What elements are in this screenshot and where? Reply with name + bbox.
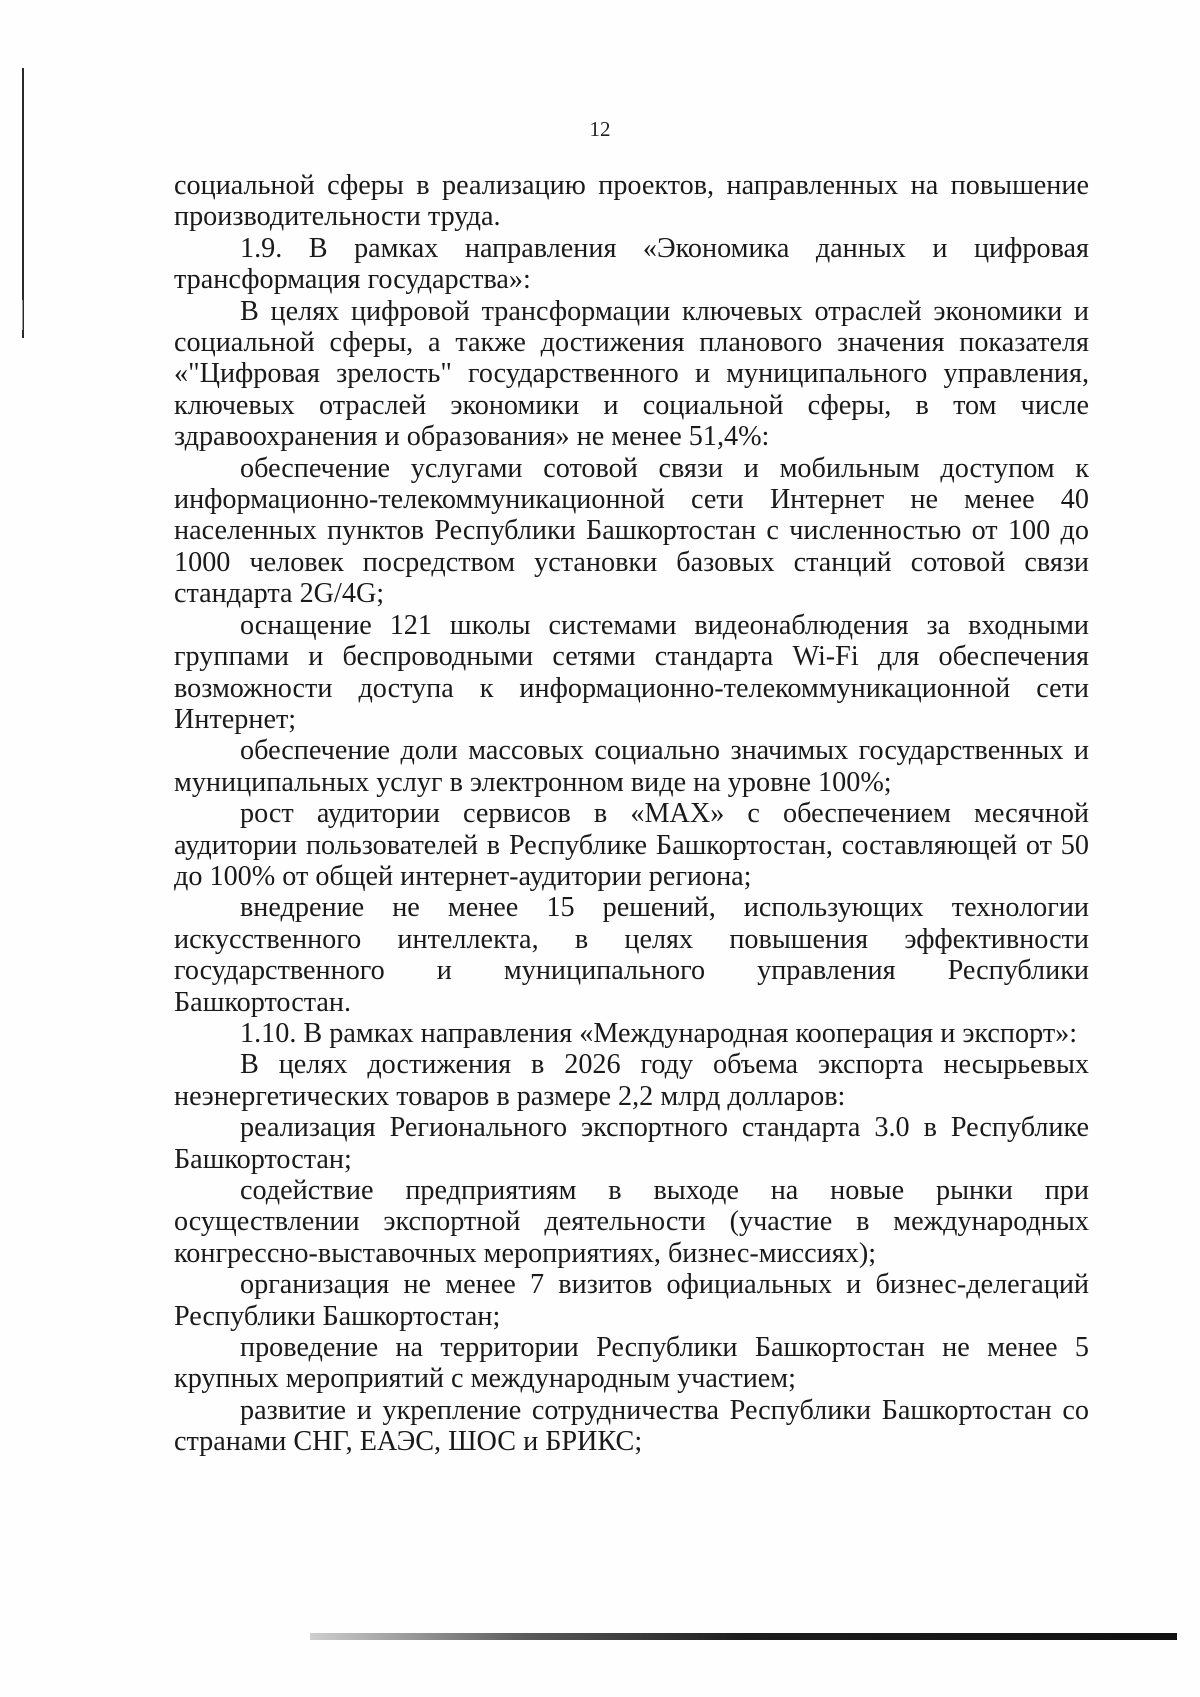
list-item-max-audience: рост аудитории сервисов в «MAX» с обеспечением месячной аудитории пользователей в Республике Башкортостан, составляющей от 50 до 100% от общей интернет-аудитории региона; [174,798,1089,892]
document-body [174,170,1089,1458]
list-item-export-standard: реализация Регионального экспортного стандарта 3.0 в Республике Башкортостан; [174,1112,1089,1175]
scan-edge-mark [22,300,23,330]
scan-edge-line [22,68,24,338]
list-item-schools: оснащение 121 школы системами видеонаблюдения за входными группами и беспроводными сетями стандарта Wi-Fi для обеспечения возможности доступа к информационно-телекоммуникационной сети Интернет; [174,609,1089,735]
list-item-ai-solutions: внедрение не менее 15 решений, использующих технологии искусственного интеллекта, в целях повышения эффективности государственного и муниципального управления Республики Башкортостан. [174,892,1089,1018]
list-item-e-services: обеспечение доли массовых социально значимых государственных и муниципальных услуг в электронном виде на уровне 100%; [174,735,1089,798]
paragraph-export-goal: В целях достижения в 2026 году объема экспорта несырьевых неэнергетических товаров в размере 2,2 млрд долларов: [174,1049,1089,1112]
scan-bottom-bar [310,1633,1177,1640]
list-item-delegations: организация не менее 7 визитов официальных и бизнес-делегаций Республики Башкортостан; [174,1269,1089,1332]
section-heading-1-10: 1.10. В рамках направления «Международная кооперация и экспорт»: [240,1017,1078,1049]
list-item-cellular: обеспечение услугами сотовой связи и мобильным доступом к информационно-телекоммуникационной сети Интернет не менее 40 населенных пунктов Республики Башкортостан с численностью от 100 до 1000 человек посредством установки базовых станций сотовой связи стандарта 2G/4G; [174,452,1089,610]
paragraph-continuation: социальной сферы в реализацию проектов, направленных на повышение производительности труда. [174,170,1089,233]
list-item-events: проведение на территории Республики Башкортостан не менее 5 крупных мероприятий с международным участием; [174,1332,1089,1395]
page-number: 12 [589,117,611,141]
paragraph-digital-goal: В целях цифровой трансформации ключевых отраслей экономики и социальной сферы, а также достижения планового значения показателя «"Цифровая зрелость" государственного и муниципального управления, ключевых отраслей экономики и социальной сферы, в том числе здравоохранения и образования» не менее 51,4%: [174,295,1089,453]
list-item-new-markets: содействие предприятиям в выходе на новые рынки при осуществлении экспортной деятельности (участие в международных конгрессно-выставочных мероприятиях, бизнес-миссиях); [174,1175,1089,1269]
section-heading-1-9: 1.9. В рамках направления «Экономика данных и цифровая трансформация государства»: [174,232,1089,296]
list-item-cooperation: развитие и укрепление сотрудничества Республики Башкортостан со странами СНГ, ЕАЭС, ШОС и БРИКС; [174,1394,1089,1458]
